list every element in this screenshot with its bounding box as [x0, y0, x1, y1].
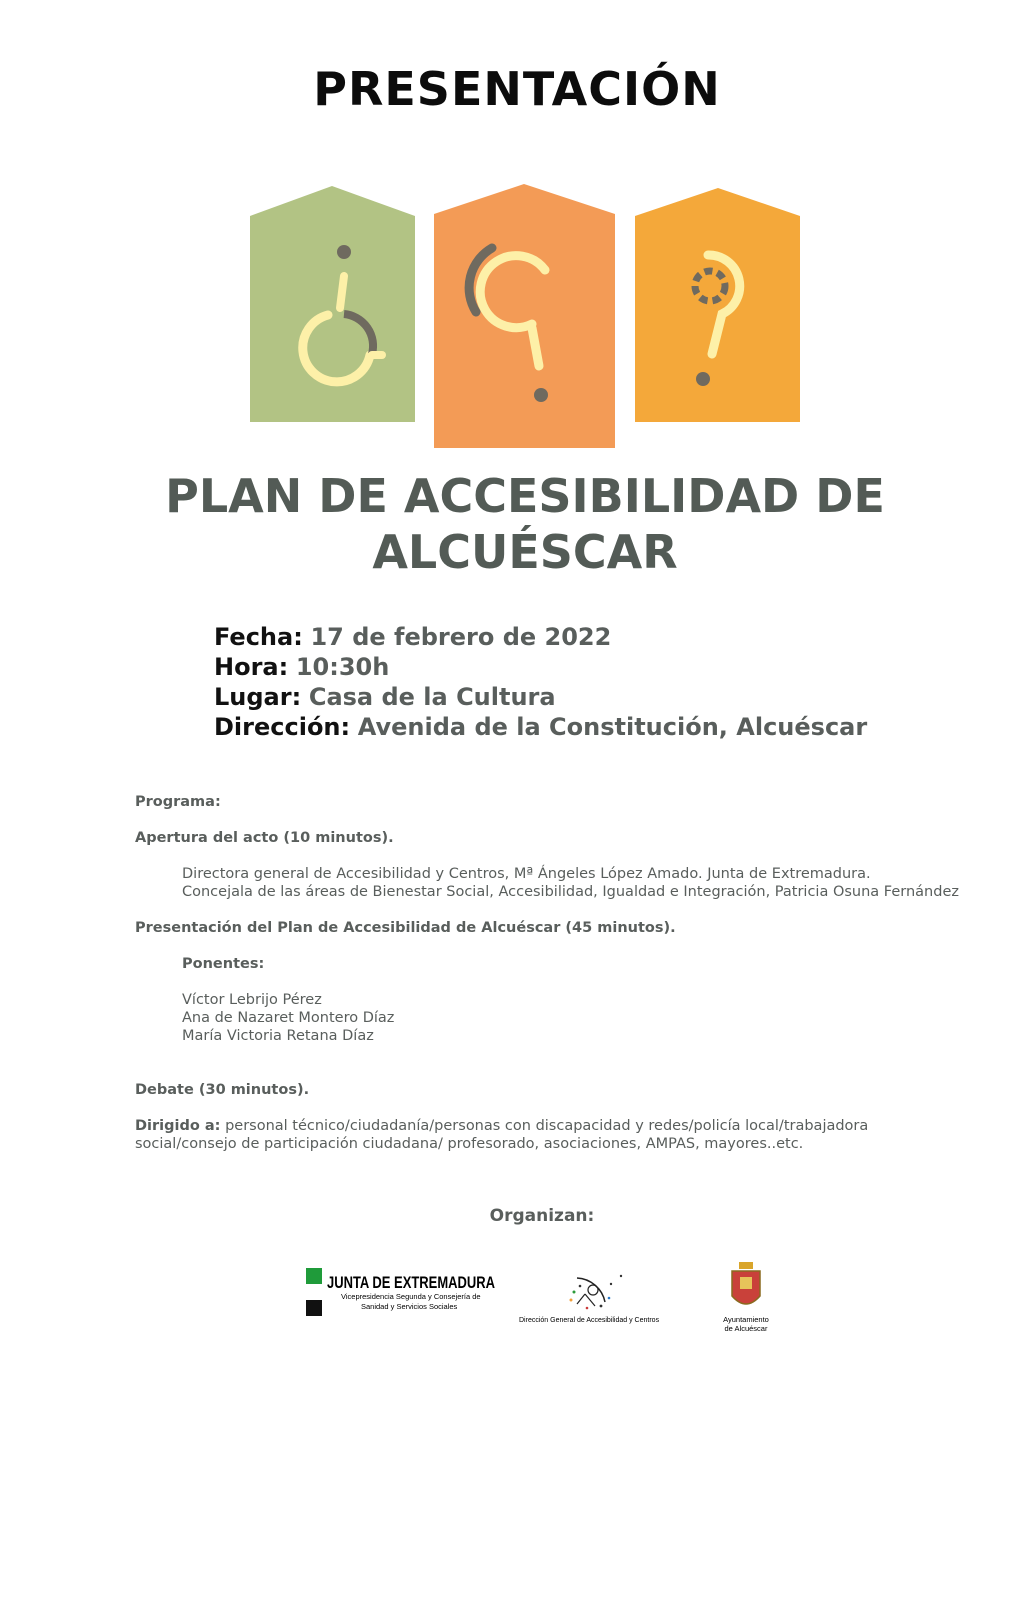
- amber-house-shape: [635, 188, 800, 422]
- plan-title: [0, 468, 1034, 580]
- page-title: PRESENTACIÓN: [313, 62, 721, 116]
- ayuntamiento-line2: de Alcuéscar: [724, 1324, 768, 1333]
- direccion-label: Dirección:: [214, 713, 351, 741]
- lugar-label: Lugar:: [214, 683, 302, 711]
- wheelchair-head-dot: [337, 245, 351, 259]
- organizer-logos: [305, 1262, 785, 1342]
- hora-value: 10:30h: [295, 653, 390, 681]
- plan-title-line1: PLAN DE ACCESIBILIDAD DE: [165, 469, 885, 523]
- list-item: Directora general de Accesibilidad y Centros, Mª Ángeles López Amado. Junta de Extremadura.: [182, 866, 871, 882]
- green-house-shape: [250, 186, 415, 422]
- info-row-lugar: [214, 682, 867, 712]
- list-item: María Victoria Retana Díaz: [182, 1028, 374, 1044]
- programa-heading: Programa:: [135, 794, 221, 810]
- direccion-value: Avenida de la Constitución, Alcuéscar: [357, 713, 868, 741]
- hora-label: Hora:: [214, 653, 289, 681]
- debate-heading: Debate (30 minutos).: [135, 1082, 310, 1098]
- fecha-label: Fecha:: [214, 623, 303, 651]
- dirigido-text1: personal técnico/ciudadanía/personas con discapacidad y redes/policía local/trabajadora: [225, 1118, 869, 1134]
- ponentes-label: Ponentes:: [182, 956, 265, 972]
- list-item: Víctor Lebrijo Pérez: [182, 992, 322, 1008]
- info-row-hora: [214, 652, 867, 682]
- info-row-fecha: [214, 622, 867, 652]
- dirigido-line2: social/consejo de participación ciudadana/ profesorado, asociaciones, AMPAS, mayores..etc.: [135, 1136, 804, 1152]
- organizan-label: Organizan:: [489, 1206, 595, 1226]
- accessibility-logo-illustration: [248, 184, 808, 454]
- list-item: Ana de Nazaret Montero Díaz: [182, 1010, 395, 1026]
- dirigido-line1: [135, 1117, 1005, 1135]
- info-row-direccion: [214, 712, 867, 742]
- dirigido-label: Dirigido a:: [135, 1118, 221, 1134]
- ayuntamiento-line1: Ayuntamiento: [723, 1315, 769, 1324]
- junta-name: JUNTA DE EXTREMADURA: [327, 1273, 495, 1292]
- event-info: [214, 622, 867, 742]
- fecha-value: 17 de febrero de 2022: [310, 623, 612, 651]
- apertura-heading: Apertura del acto (10 minutos).: [135, 830, 394, 846]
- lugar-value: Casa de la Cultura: [308, 683, 556, 711]
- junta-black-square-icon: [306, 1300, 322, 1316]
- plan-title-line2: ALCUÉSCAR: [372, 525, 678, 579]
- junta-subtitle-2: Sanidad y Servicios Sociales: [361, 1302, 458, 1311]
- dgac-emblem-icon: [570, 1275, 623, 1310]
- orange-house-shape: [434, 184, 615, 448]
- ayuntamiento-coat-of-arms-icon: [732, 1262, 760, 1304]
- dgac-text: Dirección General de Accesibilidad y Centros: [519, 1317, 660, 1324]
- junta-green-square-icon: [306, 1268, 322, 1284]
- programa-section: [135, 793, 1005, 1153]
- list-item: Concejala de las áreas de Bienestar Social, Accesibilidad, Igualdad e Integración, Patricia Osuna Fernández: [182, 884, 959, 900]
- junta-subtitle-1: Vicepresidencia Segunda y Consejería de: [341, 1292, 481, 1301]
- presentacion-heading: Presentación del Plan de Accesibilidad de Alcuéscar (45 minutos).: [135, 920, 676, 936]
